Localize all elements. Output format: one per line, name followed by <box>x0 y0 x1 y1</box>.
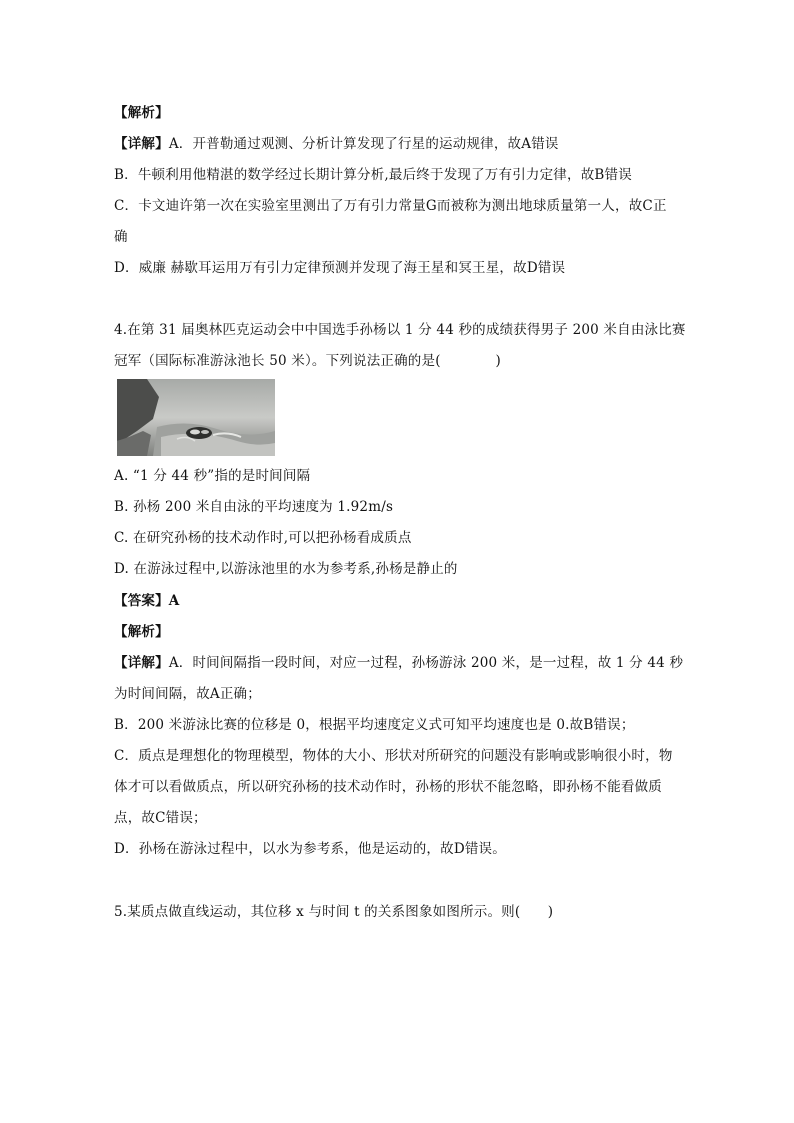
detail-1-line-c2: 确 <box>114 229 128 245</box>
option-b: B. 孙杨 200 米自由泳的平均速度为 1.92m/s <box>114 499 394 515</box>
detail-2-line-a1 <box>114 654 683 672</box>
question-4-stem-line-1: 4.在第 31 届奥林匹克运动会中中国选手孙杨以 1 分 44 秒的成绩获得男子 200 米自由泳比赛 <box>114 322 686 338</box>
answer: 【答案】A <box>114 593 180 609</box>
option-a: A. “1 分 44 秒”指的是时间间隔 <box>114 468 311 484</box>
detail-1-line-d: D．威廉 赫歇耳运用万有引力定律预测并发现了海王星和冥王星，故D错误 <box>114 260 566 276</box>
detail-2-line-c2: 体才可以看做质点，所以研究孙杨的技术动作时，孙杨的形状不能忽略，即孙杨不能看做质 <box>114 779 662 795</box>
swimmer-photo <box>117 379 275 456</box>
analysis-heading-2: 【解析】 <box>114 624 169 640</box>
detail-1-a-text: A．开普勒通过观测、分析计算发现了行星的运动规律，故A错误 <box>168 136 559 152</box>
option-d: D. 在游泳过程中,以游泳池里的水为参考系,孙杨是静止的 <box>114 561 458 577</box>
question-4-stem-line-2: 冠军（国际标准游泳池长 50 米）。下列说法正确的是( ) <box>114 353 501 369</box>
detail-tag-2: 【详解】 <box>114 655 169 671</box>
detail-2-line-c1: C．质点是理想化的物理模型，物体的大小、形状对所研究的问题没有影响或影响很小时，物 <box>114 748 673 764</box>
detail-2-line-b: B．200 米游泳比赛的位移是 0，根据平均速度定义式可知平均速度也是 0.故B错误； <box>114 717 635 733</box>
detail-2-line-a2: 为时间间隔，故A正确； <box>114 686 261 702</box>
detail-2-line-c3: 点，故C错误； <box>114 810 207 826</box>
detail-1-line-c1: C．卡文迪许第一次在实验室里测出了万有引力常量G而被称为测出地球质量第一人，故C正 <box>114 198 667 214</box>
analysis-heading-1: 【解析】 <box>114 105 169 121</box>
detail-2-line-d: D．孙杨在游泳过程中，以水为参考系，他是运动的，故D错误。 <box>114 841 506 857</box>
detail-2-a1-text: A．时间间隔指一段时间，对应一过程，孙杨游泳 200 米，是一过程，故 1 分 44 秒 <box>168 655 684 671</box>
detail-1-line-b: B．牛顿利用他精湛的数学经过长期计算分析,最后终于发现了万有引力定律，故B错误 <box>114 167 632 183</box>
detail-tag-1: 【详解】 <box>114 136 169 152</box>
swimmer-photo-icon <box>117 379 275 456</box>
question-5-stem: 5.某质点做直线运动，其位移 x 与时间 t 的关系图象如图所示。则( ) <box>114 904 554 920</box>
option-c: C. 在研究孙杨的技术动作时,可以把孙杨看成质点 <box>114 530 412 546</box>
detail-1-line-a <box>114 135 559 153</box>
